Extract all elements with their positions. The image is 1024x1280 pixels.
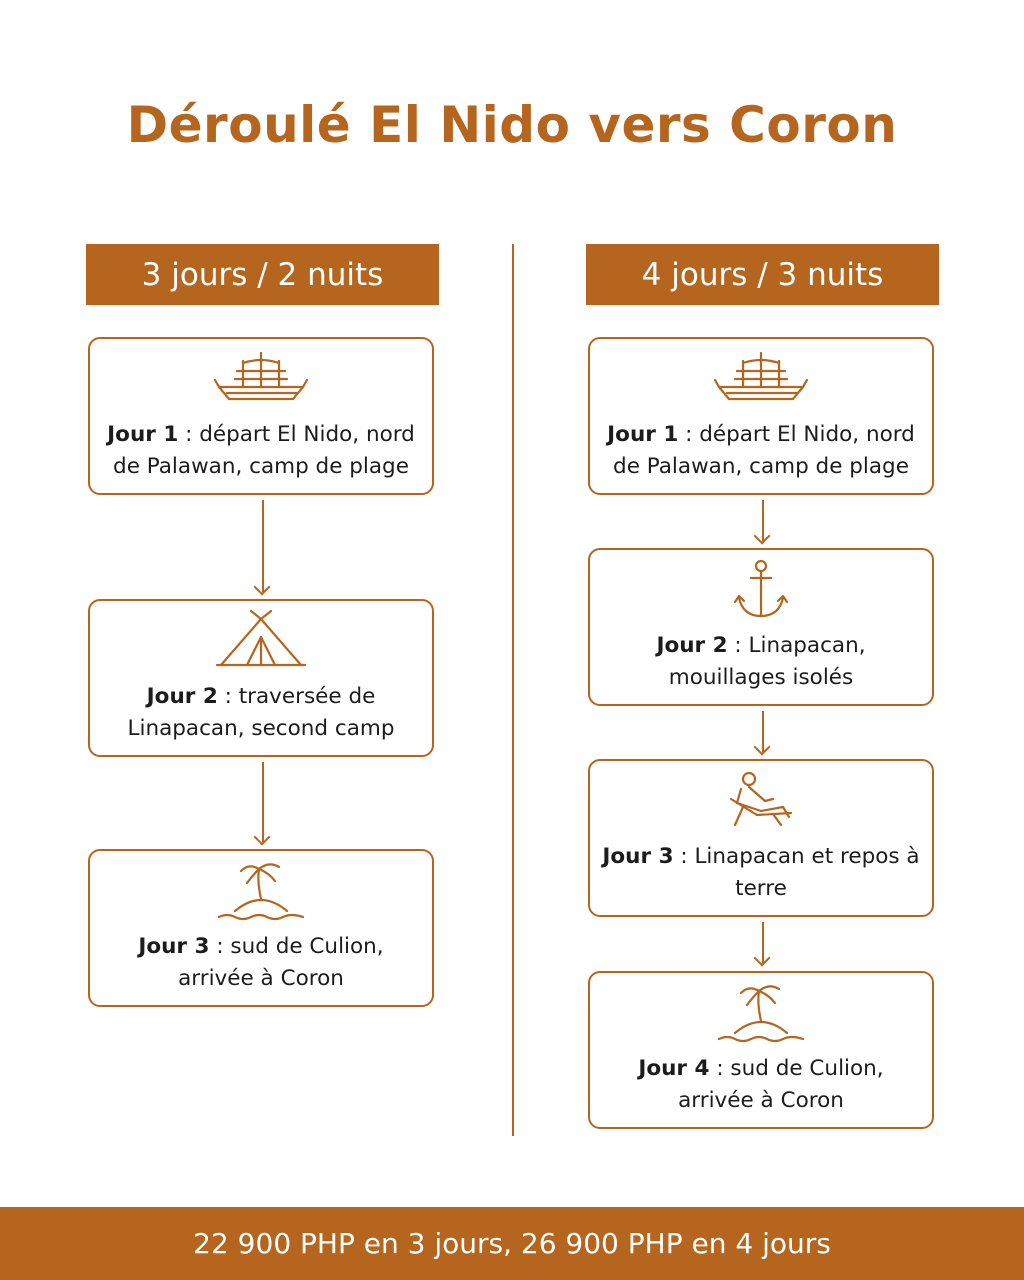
left-step-2-card bbox=[88, 599, 434, 757]
day-label: Jour 1 bbox=[607, 422, 679, 447]
palm-island-icon bbox=[213, 859, 309, 925]
left-step-3-card bbox=[88, 849, 434, 1007]
page-title: Déroulé El Nido vers Coron bbox=[126, 96, 898, 154]
day-label: Jour 2 bbox=[656, 633, 728, 658]
boat-icon bbox=[213, 347, 309, 413]
right-column-header: 4 jours / 3 nuits bbox=[586, 244, 939, 305]
day-label: Jour 4 bbox=[638, 1056, 710, 1081]
lounger-icon bbox=[713, 769, 809, 835]
separator: : bbox=[209, 934, 231, 959]
flow-arrow bbox=[262, 762, 264, 842]
separator: : bbox=[673, 844, 695, 869]
flow-arrow bbox=[762, 922, 764, 963]
separator: : bbox=[678, 422, 700, 447]
step-text: Linapacan et repos à terre bbox=[694, 844, 920, 901]
step-text: sud de Culion, arrivée à Coron bbox=[178, 934, 384, 991]
right-step-3-card bbox=[588, 759, 934, 917]
anchor-icon bbox=[713, 558, 809, 624]
boat-icon bbox=[713, 347, 809, 413]
palm-island-icon bbox=[713, 981, 809, 1047]
column-divider bbox=[512, 244, 514, 1136]
day-label: Jour 3 bbox=[602, 844, 674, 869]
step-text: traversée de Linapacan, second camp bbox=[127, 684, 395, 741]
separator: : bbox=[709, 1056, 731, 1081]
step-text: sud de Culion, arrivée à Coron bbox=[678, 1056, 884, 1113]
tent-icon bbox=[213, 609, 309, 675]
flow-arrow bbox=[262, 500, 264, 592]
separator: : bbox=[178, 422, 200, 447]
price-footer: 22 900 PHP en 3 jours, 26 900 PHP en 4 jours bbox=[0, 1207, 1024, 1280]
left-step-1-card bbox=[88, 337, 434, 495]
separator: : bbox=[727, 633, 749, 658]
day-label: Jour 1 bbox=[107, 422, 179, 447]
right-step-1-card bbox=[588, 337, 934, 495]
right-step-4-card bbox=[588, 971, 934, 1129]
flow-arrow bbox=[762, 711, 764, 752]
step-text: départ El Nido, nord de Palawan, camp de plage bbox=[113, 422, 415, 479]
step-text: départ El Nido, nord de Palawan, camp de plage bbox=[613, 422, 915, 479]
day-label: Jour 3 bbox=[138, 934, 210, 959]
day-label: Jour 2 bbox=[146, 684, 218, 709]
step-text: Linapacan, mouillages isolés bbox=[668, 633, 866, 690]
left-column-header: 3 jours / 2 nuits bbox=[86, 244, 439, 305]
flow-arrow bbox=[762, 500, 764, 541]
right-step-2-card bbox=[588, 548, 934, 706]
separator: : bbox=[217, 684, 239, 709]
